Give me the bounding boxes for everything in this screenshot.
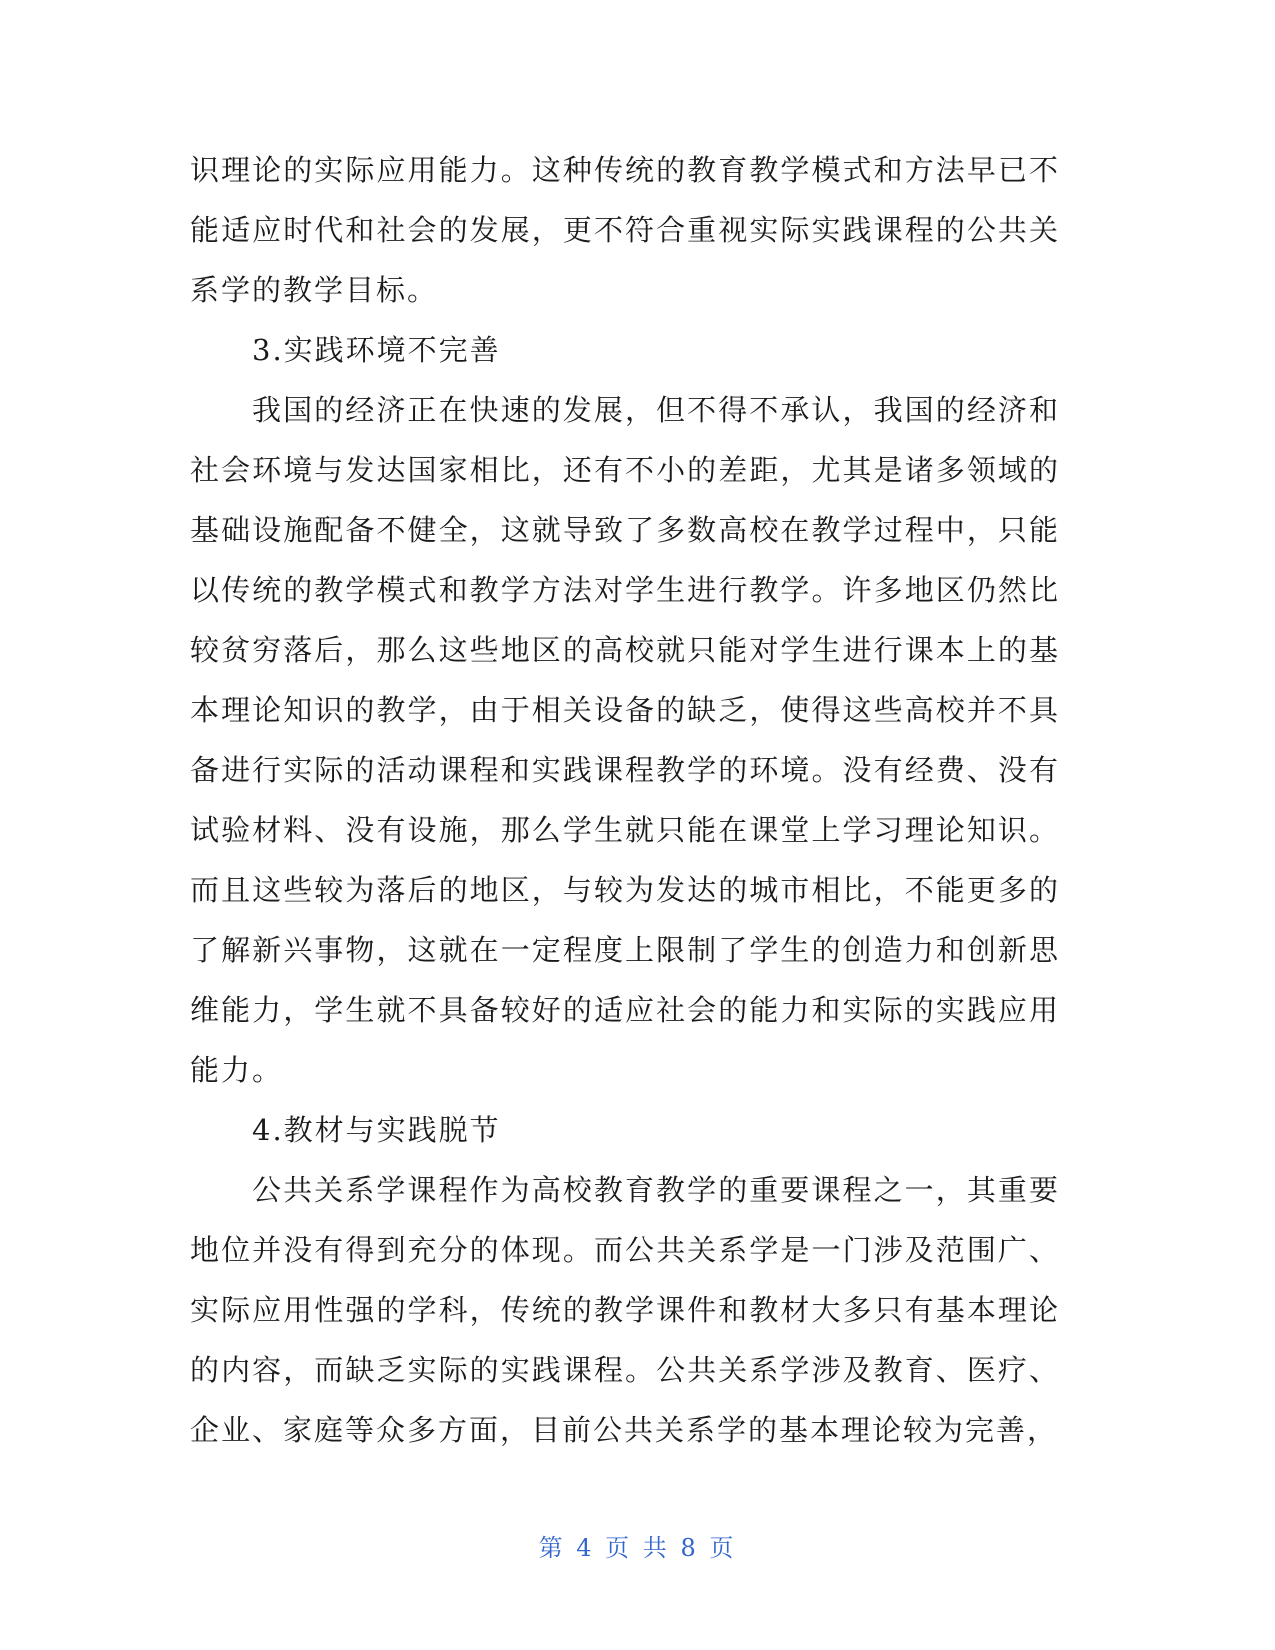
- section-heading-4: 4.教材与实践脱节: [252, 1113, 501, 1147]
- section-heading-3: 3.实践环境不完善: [252, 333, 501, 367]
- page-number-label: 第 4 页 共 8 页: [538, 1534, 737, 1562]
- paragraph-continuation: 识理论的实际应用能力。这种传统的教育教学模式和方法早已不能适应时代和社会的发展，更不符合重视实际实践课程的公共关系学的教学目标。: [190, 153, 1060, 307]
- paragraph-practice-environment: 我国的经济正在快速的发展，但不得不承认，我国的经济和社会环境与发达国家相比，还有不小的差距，尤其是诸多领域的基础设施配备不健全，这就导致了多数高校在教学过程中，只能以传统的教学模式和教学方法对学生进行教学。许多地区仍然比较贫穷落后，那么这些地区的高校就只能对学生进行课本上的基本理论知识的教学，由于相关设备的缺乏，使得这些高校并不具备进行实际的活动课程和实践课程教学的环境。没有经费、没有试验材料、没有设施，那么学生就只能在课堂上学习理论知识。而且这些较为落后的地区，与较为发达的城市相比，不能更多的了解新兴事物，这就在一定程度上限制了学生的创造力和创新思维能力，学生就不具备较好的适应社会的能力和实际的实践应用能力。: [190, 393, 1060, 1087]
- document-body: [190, 140, 1060, 1460]
- paragraph-textbook-gap: 公共关系学课程作为高校教育教学的重要课程之一，其重要地位并没有得到充分的体现。而公共关系学是一门涉及范围广、实际应用性强的学科，传统的教学课件和教材大多只有基本理论的内容，而缺乏实际的实践课程。公共关系学涉及教育、医疗、企业、家庭等众多方面，目前公共关系学的基本理论较为完善，: [190, 1173, 1060, 1447]
- page-footer: [0, 1528, 1275, 1563]
